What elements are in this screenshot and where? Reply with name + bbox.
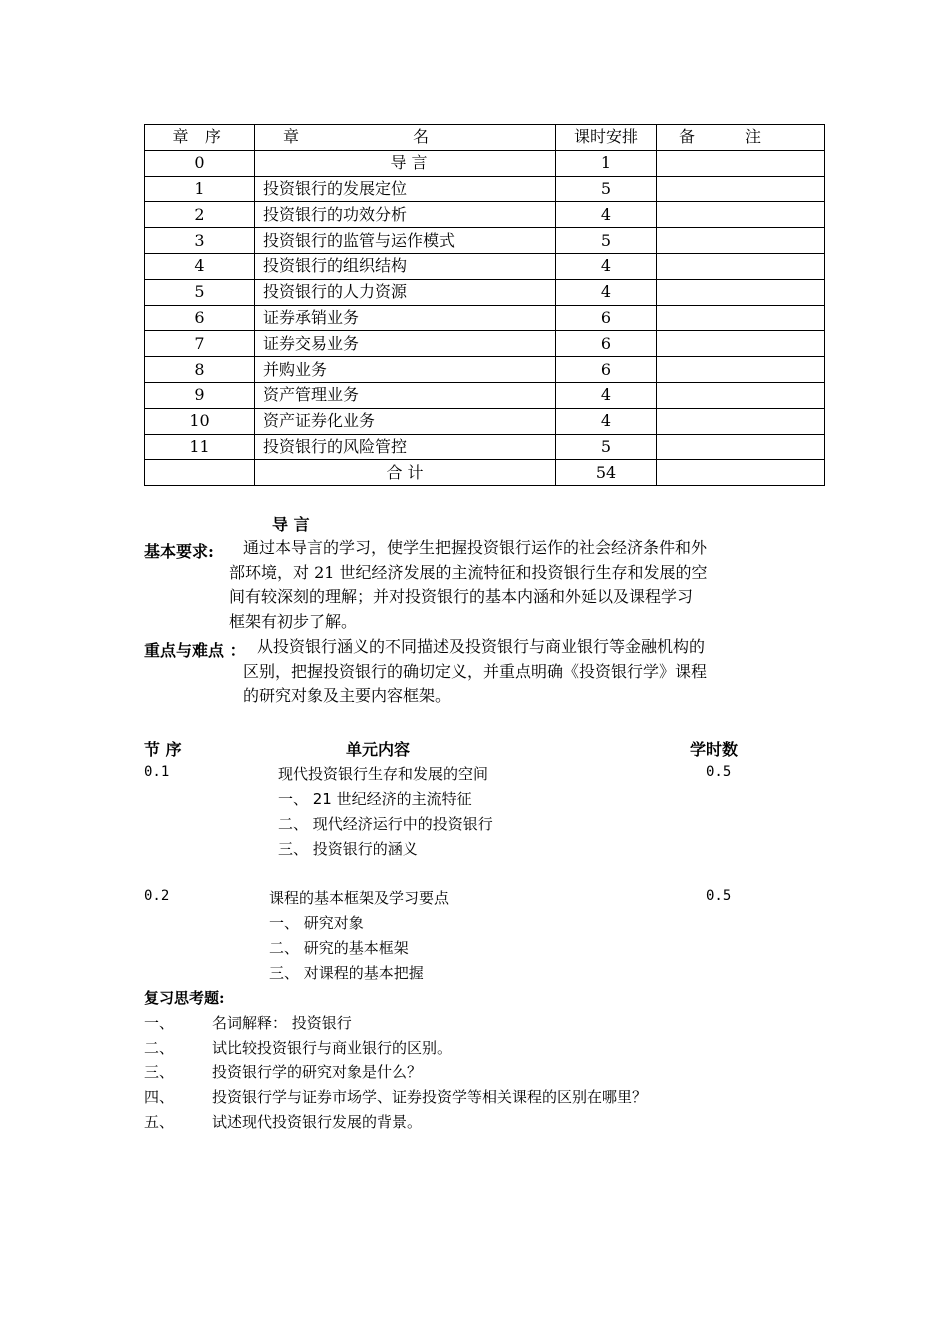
header-note-b: 注 <box>745 127 762 147</box>
row-note <box>657 150 825 176</box>
review-question: 试述现代投资银行发展的背景。 <box>212 1113 423 1131</box>
unit-sub-item: 三、 投资银行的涵义 <box>278 840 418 858</box>
review-num: 一、 <box>144 1014 175 1032</box>
row-name: 资产证券化业务 <box>255 408 556 434</box>
row-seq: 1 <box>145 176 255 202</box>
row-hours: 5 <box>556 228 657 254</box>
row-hours: 4 <box>556 408 657 434</box>
row-note <box>657 357 825 383</box>
row-note <box>657 279 825 305</box>
row-hours: 5 <box>556 434 657 460</box>
row-note <box>657 176 825 202</box>
row-note <box>657 305 825 331</box>
row-note <box>657 434 825 460</box>
total-seq <box>145 460 255 486</box>
requirement-label: 基本要求: <box>144 542 214 561</box>
schedule-row <box>145 176 825 202</box>
requirement-line: 部环境，对 21 世纪经济发展的主流特征和投资银行生存和发展的空 <box>229 562 708 582</box>
row-hours: 4 <box>556 382 657 408</box>
schedule-row <box>145 150 825 176</box>
header-hours: 课时安排 <box>556 125 657 151</box>
review-question: 试比较投资银行与商业银行的区别。 <box>212 1039 453 1057</box>
unit-seq: 0.2 <box>144 888 170 904</box>
row-name: 导 言 <box>255 150 556 176</box>
intro-title: 导 言 <box>272 515 310 534</box>
review-title: 复习思考题: <box>144 989 225 1007</box>
review-num: 四、 <box>144 1088 175 1106</box>
schedule-table <box>144 124 825 486</box>
schedule-total-row <box>145 460 825 486</box>
total-hours: 54 <box>556 460 657 486</box>
review-num: 五、 <box>144 1113 175 1131</box>
units-header-seq: 节 序 <box>144 740 182 759</box>
row-seq: 6 <box>145 305 255 331</box>
row-seq: 9 <box>145 382 255 408</box>
schedule-row <box>145 382 825 408</box>
requirement-line: 框架有初步了解。 <box>229 611 358 631</box>
row-hours: 1 <box>556 150 657 176</box>
total-label: 合 计 <box>255 460 556 486</box>
schedule-body <box>145 150 825 460</box>
review-num: 二、 <box>144 1039 175 1057</box>
unit-seq: 0.1 <box>144 764 170 780</box>
row-seq: 5 <box>145 279 255 305</box>
review-question: 投资银行学与证券市场学、证券投资学等相关课程的区别在哪里？ <box>212 1088 648 1106</box>
unit-sub-item: 一、 21 世纪经济的主流特征 <box>278 790 472 808</box>
total-note <box>657 460 825 486</box>
row-seq: 3 <box>145 228 255 254</box>
row-name: 投资银行的发展定位 <box>255 176 556 202</box>
requirement-line: 通过本导言的学习，使学生把握投资银行运作的社会经济条件和外 <box>243 538 708 557</box>
schedule-row <box>145 305 825 331</box>
units-header-content: 单元内容 <box>346 740 411 759</box>
row-seq: 0 <box>145 150 255 176</box>
row-hours: 6 <box>556 357 657 383</box>
unit-hours: 0.5 <box>706 888 732 904</box>
review-question: 名词解释： 投资银行 <box>212 1014 352 1032</box>
row-name: 资产管理业务 <box>255 382 556 408</box>
row-hours: 6 <box>556 331 657 357</box>
key-points-line: 区别，把握投资银行的确切定义，并重点明确《投资银行学》课程 <box>243 661 708 681</box>
row-name: 投资银行的风险管控 <box>255 434 556 460</box>
row-name: 证券交易业务 <box>255 331 556 357</box>
row-name: 并购业务 <box>255 357 556 383</box>
unit-sub-item: 二、 研究的基本框架 <box>269 939 409 957</box>
row-hours: 4 <box>556 279 657 305</box>
row-seq: 8 <box>145 357 255 383</box>
row-name: 投资银行的功效分析 <box>255 202 556 228</box>
units-header-hours: 学时数 <box>690 740 739 759</box>
schedule-row <box>145 408 825 434</box>
header-seq: 章 序 <box>145 125 255 151</box>
row-seq: 10 <box>145 408 255 434</box>
key-points-line: 从投资银行涵义的不同描述及投资银行与商业银行等金融机构的 <box>257 637 706 656</box>
row-note <box>657 202 825 228</box>
row-hours: 5 <box>556 176 657 202</box>
row-note <box>657 331 825 357</box>
schedule-row <box>145 331 825 357</box>
unit-sub-item: 三、 对课程的基本把握 <box>269 964 424 982</box>
row-hours: 6 <box>556 305 657 331</box>
review-num: 三、 <box>144 1063 175 1081</box>
row-hours: 4 <box>556 202 657 228</box>
row-name: 投资银行的监管与运作模式 <box>255 228 556 254</box>
schedule-row <box>145 228 825 254</box>
row-seq: 2 <box>145 202 255 228</box>
review-question: 投资银行学的研究对象是什么？ <box>212 1063 423 1081</box>
row-seq: 11 <box>145 434 255 460</box>
header-name-a: 章 <box>283 127 300 147</box>
row-note <box>657 253 825 279</box>
row-note <box>657 228 825 254</box>
row-note <box>657 382 825 408</box>
row-seq: 7 <box>145 331 255 357</box>
header-name <box>255 125 556 151</box>
unit-hours: 0.5 <box>706 764 732 780</box>
schedule-row <box>145 279 825 305</box>
key-points-label: 重点与难点 ： <box>144 641 246 660</box>
key-points-line: 的研究对象及主要内容框架。 <box>243 686 452 705</box>
requirement-text <box>229 536 823 634</box>
requirement-line: 间有较深刻的理解；并对投资银行的基本内涵和外延以及课程学习 <box>229 587 694 606</box>
unit-sub-item: 二、 现代经济运行中的投资银行 <box>278 815 493 833</box>
schedule-header-row <box>145 125 825 151</box>
key-points-text <box>243 635 823 709</box>
schedule-row <box>145 434 825 460</box>
row-name: 投资银行的组织结构 <box>255 253 556 279</box>
row-name: 投资银行的人力资源 <box>255 279 556 305</box>
unit-sub-item: 一、 研究对象 <box>269 914 364 932</box>
schedule-row <box>145 357 825 383</box>
row-name: 证券承销业务 <box>255 305 556 331</box>
row-hours: 4 <box>556 253 657 279</box>
unit-title: 现代投资银行生存和发展的空间 <box>278 765 489 783</box>
schedule-row <box>145 202 825 228</box>
header-note <box>657 125 825 151</box>
header-note-a: 备 <box>679 127 696 147</box>
header-name-b: 名 <box>413 127 430 147</box>
unit-title: 课程的基本框架及学习要点 <box>269 889 450 907</box>
row-note <box>657 408 825 434</box>
schedule-row <box>145 253 825 279</box>
row-seq: 4 <box>145 253 255 279</box>
